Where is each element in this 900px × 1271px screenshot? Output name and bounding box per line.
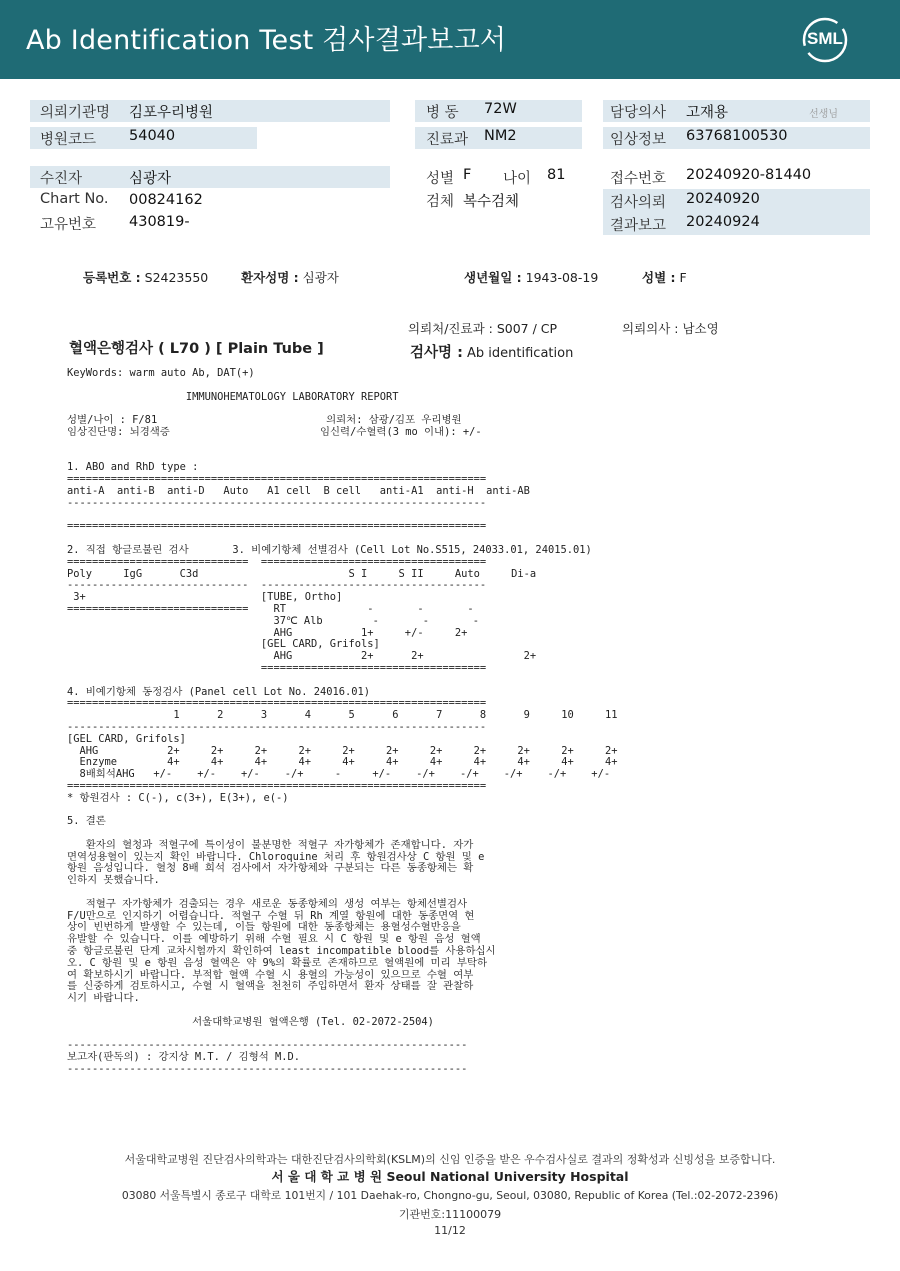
request-doctor: 의뢰의사 : 남소영 — [622, 321, 719, 336]
age-value: 81 — [547, 167, 566, 183]
chart-label: Chart No. — [40, 191, 109, 207]
section-title: 혈액은행검사 ( L70 ) [ Plain Tube ] — [69, 341, 324, 357]
patient-value: 심광자 — [129, 171, 172, 187]
clinic-label: 임상정보 — [610, 132, 667, 148]
age-label: 나이 — [503, 171, 532, 187]
clinic-value: 63768100530 — [686, 128, 788, 144]
request-date-label: 검사의뢰 — [610, 195, 667, 211]
org-label: 의뢰기관명 — [40, 105, 111, 121]
sex-value: F — [463, 167, 472, 183]
registration-dob: 생년월일 : 1943-08-19 — [464, 270, 599, 285]
report-date-label: 결과보고 — [610, 218, 667, 234]
report-title: Ab Identification Test 검사결과보고서 — [26, 25, 507, 56]
ward-value: 72W — [484, 101, 517, 117]
specimen-label: 검체 — [426, 194, 455, 210]
doctor-suffix: 선생님 — [809, 109, 838, 120]
dept-label: 진료과 — [426, 132, 469, 148]
request-date-value: 20240920 — [686, 191, 760, 207]
chart-value: 00824162 — [129, 192, 203, 208]
institution-number: 기관번호:11100079 — [398, 1208, 502, 1221]
dept-value: NM2 — [484, 128, 517, 144]
ward-label: 병 동 — [426, 105, 459, 121]
uid-label: 고유번호 — [40, 217, 97, 233]
report-body: KeyWords: warm auto Ab, DAT(+) IMMUNOHEMATOLOGY LABORATORY REPORT 성별/나이 : F/81 의뢰처: 삼광/김포 우리병원 임상진단명: 뇌경색증 임신력/수혈력(3 mo 이내): +/- 1. ABO and RhD type : =================================================================== anti-A anti-B anti-D Auto A1 cell B cell anti-A1 anti-H anti-AB ------------------------------------------------------------------- =================================================================== 2. 직접 항글로불린 검사 3. 비예기항체 선별검사 (Cell Lot No.S515, 24033.01, 24015.01) ============================= ==================================== Poly IgG C3d S I S II Auto Di-a ----------------------------- ------------------------------------ 3+ [TUBE, Ortho] ============================= RT - - - 37℃ Alb - - - AHG 1+ +/- 2+ [GEL CARD, Grifols] AHG 2+ 2+ 2+ ==================================== 4. 비예기항체 동정검사 (Panel cell Lot No. 24016.01) =================================================================== 1 2 3 4 5 6 7 8 9 10 11 ------------------------------------------------------------------- [GEL CARD, Grifols] AHG 2+ 2+ 2+ 2+ 2+ 2+ 2+ 2+ 2+ 2+ 2+ Enzyme 4+ 4+ 4+ 4+ 4+ 4+ 4+ 4+ 4+ 4+ 4+ 8배희석AHG +/- +/- +/- -/+ - +/- -/+ -/+ -/+ -/+ +/- =================================================================== * 항원검사 : C(-), c(3+), E(3+), e(-) 5. 결론 환자의 혈청과 적혈구에 특이성이 불분명한 적혈구 자가항체가 존재합니다. 자가 면역성용혈이 있는지 확인 바랍니다. Chloroquine 처리 후 항원검사상 C 항원 및 e 항원 음성입니다. 혈청 8배 희석 검사에서 자가항체와 구분되는 다른 동종항체는 확 인하지 못했습니다. 적혈구 자가항체가 검출되는 경우 새로운 동종항체의 생성 여부는 항체선별검사 F/U만으로 인지하기 어렵습니다. 적혈구 수혈 뒤 Rh 계열 항원에 대한 동종면역 현 상이 빈번하게 발생할 수 있는데, 이들 항원에 대한 동종항체는 용혈성수혈반응을 유발할 수 있습니다. 이를 예방하기 위해 수혈 필요 시 C 항원 및 e 항원 음성 혈액 중 항글로불린 단계 교차시험까지 확인하여 least incompatible blood를 사용하십시 오. C 항원 및 e 항원 음성 혈액은 약 9%의 확률로 존재하므로 혈액원에 미리 부탁하 여 확보하시기 바랍니다. 부적합 혈액 수혈 시 용혈의 가능성이 있으므로 수혈 여부 를 신중하게 검토하시고, 수혈 시 혈액을 천천히 주입하면서 환자 상태를 잘 관찰하 시기 바랍니다. 서울대학교병원 혈액은행 (Tel. 02-2072-2504) ---------------------------------------------------------------- 보고자(판독의) : 강지상 M.T. / 김형석 M.D. ---------------------------------------------------------------- — [67, 367, 618, 1076]
certification-text: 서울대학교병원 진단검사의학과는 대한진단검사의학회(KSLM)의 신임 인증을 받은 우수검사실로 결과의 정확성과 신빙성을 보증합니다. — [124, 1153, 776, 1166]
patient-label: 수진자 — [40, 171, 83, 187]
receipt-value: 20240920-81440 — [686, 167, 812, 183]
report-date-value: 20240924 — [686, 214, 760, 230]
doctor-label: 담당의사 — [610, 105, 667, 121]
hospital-name: 서 울 대 학 교 병 원 Seoul National University Hospital — [271, 1169, 629, 1184]
test-name: 검사명 : Ab identification — [410, 345, 574, 361]
code-label: 병원코드 — [40, 132, 97, 148]
uid-value: 430819- — [129, 214, 190, 230]
logo-text: SML — [807, 29, 843, 48]
info-box-patient — [30, 166, 390, 188]
sex-label: 성별 — [426, 171, 455, 187]
page-number: 11/12 — [434, 1224, 466, 1237]
sml-logo — [800, 15, 850, 65]
hospital-address: 03080 서울특별시 종로구 대학로 101번지 / 101 Daehak-ro, Chongno-gu, Seoul, 03080, Republic of Korea (Tel.:02-2072-2396) — [121, 1189, 779, 1202]
request-dept: 의뢰처/진료과 : S007 / CP — [408, 321, 558, 336]
org-value: 김포우리병원 — [129, 105, 214, 121]
registration-number: 등록번호 : S2423550 — [83, 270, 209, 285]
registration-sex: 성별 : F — [642, 270, 687, 285]
code-value: 54040 — [129, 128, 176, 144]
receipt-label: 접수번호 — [610, 171, 667, 187]
registration-name: 환자성명 : 심광자 — [241, 270, 339, 285]
doctor-value: 고재용 — [686, 105, 729, 121]
header-bar — [0, 0, 900, 79]
specimen-value: 복수검체 — [463, 194, 520, 210]
